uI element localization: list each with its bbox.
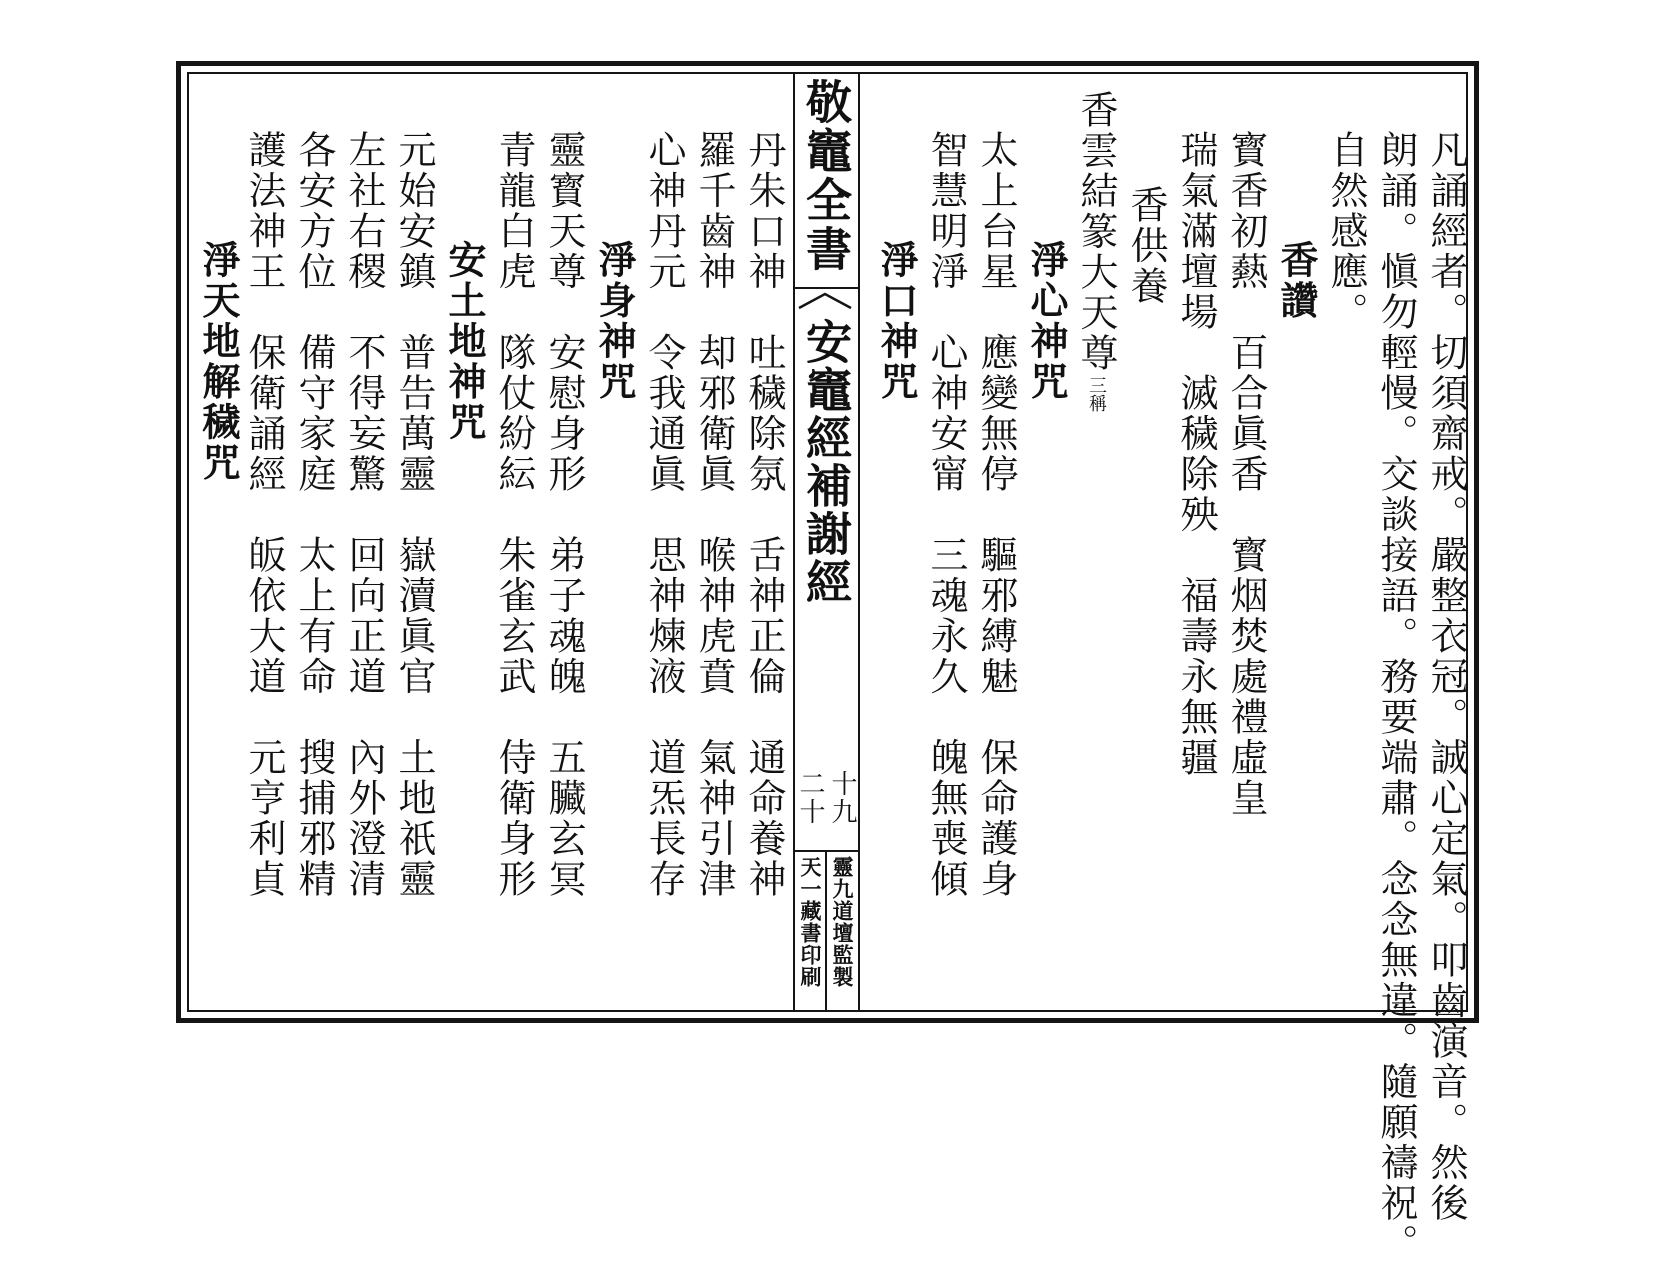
jingkou-line-1: 丹朱口神 吐穢除氛 舌神正倫 通命養神 bbox=[742, 130, 786, 900]
book-title: 敬竈全書 bbox=[799, 78, 853, 274]
antudi-line-1: 元始安鎮 普告萬靈 嶽瀆眞官 土地祇靈 bbox=[392, 130, 436, 900]
xianggongyang-line: 香供養 bbox=[1124, 185, 1168, 307]
xiangzan-line-2: 瑞氣滿壇場 滅穢除殃 福壽永無疆 bbox=[1174, 130, 1218, 778]
heading-jingkou: 淨口神咒 bbox=[874, 240, 919, 402]
spine-divider-title bbox=[793, 287, 860, 289]
xiangyun-line: 香雲結篆大天尊 三稱 bbox=[1074, 90, 1118, 412]
heading-jingtiandi: 淨天地解穢咒 bbox=[196, 240, 241, 483]
instruction-line-2: 朗誦。愼勿輕慢。交談接語。務要端肅。念念無違。隨願禱祝。 bbox=[1374, 130, 1418, 1264]
instruction-line-1: 凡誦經者。切須齋戒。嚴整衣冠。誠心定氣。叩齒演音。然後 bbox=[1424, 130, 1468, 1224]
jingxin-line-2: 智慧明淨 心神安甯 三魂永久 魄無喪傾 bbox=[924, 130, 968, 900]
heading-jingxin: 淨心神咒 bbox=[1024, 240, 1069, 402]
jingxin-line-1: 太上台星 應變無停 驅邪縛魅 保命護身 bbox=[974, 130, 1018, 900]
jingshen-line-2: 青龍白虎 隊仗紛紜 朱雀玄武 侍衛身形 bbox=[492, 130, 536, 900]
chevron-ornament-icon bbox=[795, 290, 855, 312]
publisher-imprint: 靈九道壇監製 bbox=[830, 856, 855, 988]
heading-xiangzan: 香讚 bbox=[1274, 240, 1319, 321]
antudi-line-2: 左社右稷 不得妄驚 回向正道 內外澄清 bbox=[342, 130, 386, 900]
xiangzan-line-1: 寳香初爇 百合眞香 寳烟焚處禮虛皇 bbox=[1224, 130, 1268, 819]
printer-imprint: 天一藏書印刷 bbox=[798, 856, 823, 988]
scripture-title: 安竈經補謝經 bbox=[799, 318, 853, 606]
antudi-line-4: 護法神王 保衛誦經 皈依大道 元亨利貞 bbox=[242, 130, 286, 900]
heading-jingshen: 淨身神咒 bbox=[592, 240, 637, 402]
chant-count-note: 三稱 bbox=[1086, 375, 1107, 412]
instruction-line-3: 自然感應。 bbox=[1324, 130, 1368, 333]
jingshen-line-1: 靈寳天尊 安慰身形 弟子魂魄 五臟玄冥 bbox=[542, 130, 586, 900]
jingkou-line-3: 心神丹元 令我通眞 思神煉液 道炁長存 bbox=[642, 130, 686, 900]
spine-divider-right bbox=[858, 72, 860, 1012]
page-number-left: 二十 bbox=[795, 770, 825, 826]
jingkou-line-2: 羅千齒神 却邪衛眞 喉神虎賁 氣神引津 bbox=[692, 130, 736, 900]
antudi-line-3: 各安方位 備守家庭 太上有命 搜捕邪精 bbox=[292, 130, 336, 900]
heading-antudi: 安土地神咒 bbox=[442, 240, 487, 443]
page-number-right: 十九 bbox=[827, 770, 857, 826]
